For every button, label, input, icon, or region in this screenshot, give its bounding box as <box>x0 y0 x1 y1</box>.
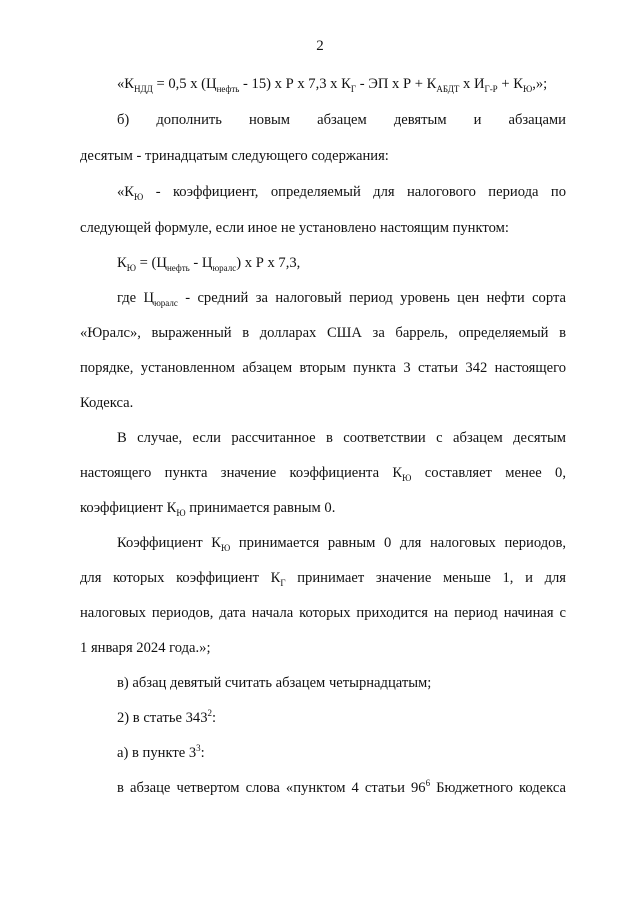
paragraph-coef-line1: Коэффициент $К_Ю$ принимается равным 0 для налоговых периодов, <box>117 535 567 553</box>
paragraph-b-line2: десятым - тринадцатым следующего содержания: <box>80 148 389 164</box>
formula-kyu: $К_Ю = (Ц_{нефть} - Ц_{юралс})$ х Р х 7,3, <box>117 255 301 273</box>
paragraph-case-line1: В случае, если рассчитанное в соответствии с абзацем десятым <box>117 430 566 446</box>
paragraph-point-3: а) в пункте $3^3$: <box>117 743 205 761</box>
paragraph-coef-line3: налоговых периодов, дата начала которых приходится на период начиная с <box>80 605 566 621</box>
paragraph-where-line3: порядке, установленном абзацем вторым пункта 3 статьи 342 настоящего <box>80 360 566 376</box>
formula-kndd: «$К_{НДД} = 0,5$ х $(Ц_{нефть} - 15)$ х Р х 7,3 х $К_Г$ - ЭП х $Р + К_{АБДТ}$ х $И_{Г-Р} + К_Ю$,»; <box>117 76 548 94</box>
paragraph-case-line2: настоящего пункта значение коэффициента $К_Ю$ составляет менее 0, <box>80 465 566 483</box>
paragraph-last-line: в абзаце четвертом слова «пунктом 4 статьи $96^6$ Бюджетного кодекса <box>117 778 566 796</box>
paragraph-where-line4: Кодекса. <box>80 395 134 411</box>
paragraph-kyu-line2: следующей формуле, если иное не установлено настоящим пунктом: <box>80 220 509 236</box>
paragraph-case-line3: коэффициент $К_Ю$ принимается равным 0. <box>80 500 336 518</box>
paragraph-where-line2: «Юралс», выраженный в долларах США за баррель, определяемый в <box>80 325 566 341</box>
paragraph-v: в) абзац девятый считать абзацем четырнадцатым; <box>117 675 432 691</box>
paragraph-coef-line2: для которых коэффициент $К_Г$ принимает значение меньше 1, и для <box>80 570 566 588</box>
page-number: 2 <box>316 38 324 54</box>
paragraph-kyu-line1: «$К_Ю$ - коэффициент, определяемый для налогового периода по <box>117 184 566 202</box>
paragraph-where-line1: где $Ц_{юралс}$ - средний за налоговый период уровень цен нефти сорта <box>117 290 566 308</box>
paragraph-b-line1: б) дополнить новым абзацем девятым и абзацами <box>117 112 566 128</box>
paragraph-coef-line4: 1 января 2024 года.»; <box>80 640 211 656</box>
paragraph-article-343: 2) в статье $343^2$: <box>117 708 217 726</box>
